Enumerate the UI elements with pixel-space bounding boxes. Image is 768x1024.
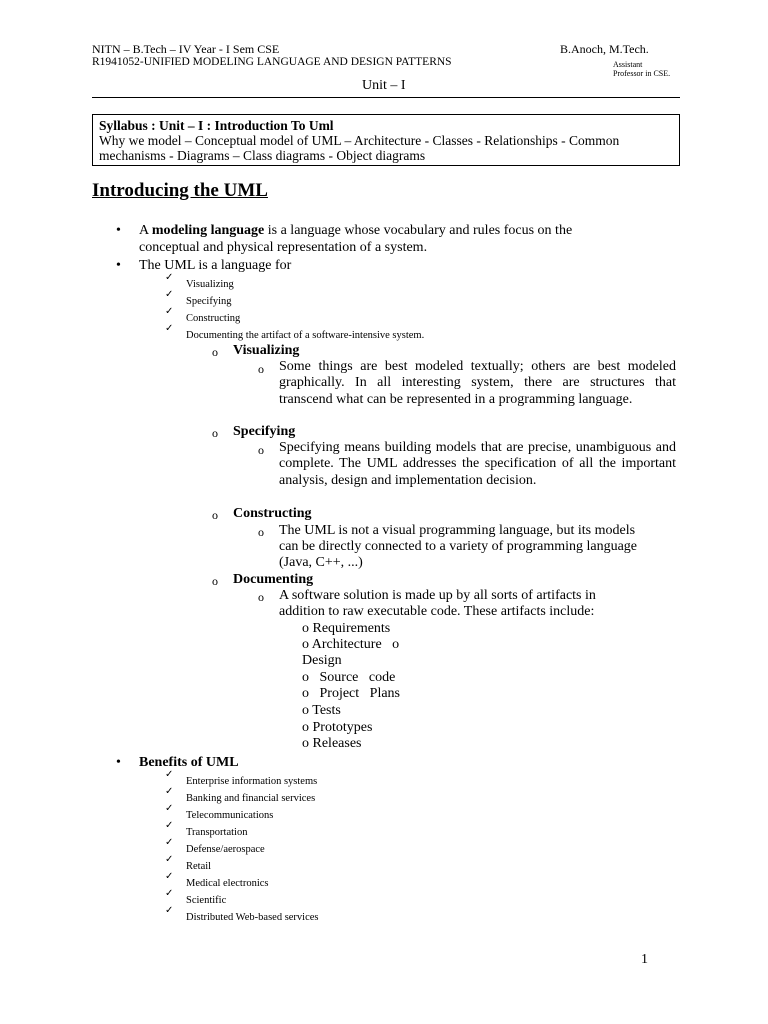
bullet-icon: • xyxy=(116,755,121,770)
artifact-item: o Tests xyxy=(302,703,341,718)
check-icon: ✓ xyxy=(165,323,174,334)
check-icon: ✓ xyxy=(165,905,174,916)
subsection-text: Some things are best modeled textually; others are best modeled graphically. In all interesting system, there are structures that transcend what can be represented in a programming language. xyxy=(279,359,676,407)
bullet2-text: The UML is a language for xyxy=(139,258,292,273)
subsection-title: Constructing xyxy=(233,506,312,521)
artifact-item: Design xyxy=(302,653,342,668)
subsection-text: The UML is not a visual programming language, but its models xyxy=(279,523,636,538)
check-icon: ✓ xyxy=(165,786,174,797)
subsection-text: can be directly connected to a variety of programming language xyxy=(279,539,638,554)
benefit-item: Transportation xyxy=(186,827,248,838)
circle-bullet-icon: o xyxy=(258,590,264,604)
artifact-item: o Requirements xyxy=(302,621,391,636)
artifact-item: o Prototypes xyxy=(302,720,373,735)
bullet-icon: • xyxy=(116,223,121,238)
benefit-item: Scientific xyxy=(186,895,227,906)
header-subject: R1941052-UNIFIED MODELING LANGUAGE AND DESIGN PATTERNS xyxy=(92,56,452,68)
check-icon: ✓ xyxy=(165,769,174,780)
bullet1-line1: A modeling language is a language whose vocabulary and rules focus on the xyxy=(139,223,573,238)
benefit-item: Retail xyxy=(186,861,212,872)
artifact-item: o Project Plans xyxy=(302,686,400,701)
subsection-text: A software solution is made up by all sorts of artifacts in xyxy=(279,588,596,603)
subsection-title: Visualizing xyxy=(233,343,300,358)
check-icon: ✓ xyxy=(165,854,174,865)
header-role-1: Assistant xyxy=(613,60,643,69)
subsection-text: Specifying means building models that are precise, unambiguous and complete. The UML addresses the specification of all the important analysis, design and implementation decision. xyxy=(279,440,676,488)
uml-purpose-item: Documenting the artifact of a software-intensive system. xyxy=(186,330,425,341)
subsection-title: Specifying xyxy=(233,424,296,439)
check-icon: ✓ xyxy=(165,837,174,848)
uml-purpose-item: Visualizing xyxy=(186,279,234,290)
benefit-item: Enterprise information systems xyxy=(186,776,318,787)
header-unit: Unit – I xyxy=(362,78,406,93)
check-icon: ✓ xyxy=(165,820,174,831)
header-author: B.Anoch, M.Tech. xyxy=(560,42,649,56)
benefit-item: Banking and financial services xyxy=(186,793,316,804)
check-icon: ✓ xyxy=(165,289,174,300)
subsection-text: addition to raw executable code. These artifacts include: xyxy=(279,604,595,619)
benefits-title: Benefits of UML xyxy=(139,755,239,770)
section-title: Introducing the UML xyxy=(92,180,268,201)
check-icon: ✓ xyxy=(165,871,174,882)
syllabus-heading: Syllabus : Unit – I : Introduction To Uml xyxy=(99,118,334,133)
uml-purpose-item: Constructing xyxy=(186,313,241,324)
artifact-item: o Releases xyxy=(302,736,362,751)
benefit-item: Medical electronics xyxy=(186,878,269,889)
subsection-text: (Java, C++, ...) xyxy=(279,555,363,570)
circle-bullet-icon: o xyxy=(212,508,218,522)
circle-bullet-icon: o xyxy=(212,345,218,359)
header-role-2: Professor in CSE. xyxy=(613,69,671,78)
uml-purpose-item: Specifying xyxy=(186,296,232,307)
header-course: NITN – B.Tech – IV Year - I Sem CSE xyxy=(92,42,280,56)
bullet-icon: • xyxy=(116,258,121,273)
circle-bullet-icon: o xyxy=(212,426,218,440)
bullet1-line2: conceptual and physical representation of a system. xyxy=(139,240,428,255)
benefit-item: Telecommunications xyxy=(186,810,274,821)
artifact-item: o Source code xyxy=(302,670,396,685)
circle-bullet-icon: o xyxy=(258,362,264,376)
benefit-item: Distributed Web-based services xyxy=(186,912,319,923)
page-number: 1 xyxy=(641,952,648,967)
check-icon: ✓ xyxy=(165,306,174,317)
header-rule xyxy=(92,97,680,98)
circle-bullet-icon: o xyxy=(212,574,218,588)
syllabus-box xyxy=(92,114,680,166)
check-icon: ✓ xyxy=(165,888,174,899)
syllabus-line-1: Why we model – Conceptual model of UML – Architecture - Classes - Relationships - Common xyxy=(99,133,620,148)
benefit-item: Defense/aerospace xyxy=(186,844,265,855)
subsection-title: Documenting xyxy=(233,572,314,587)
circle-bullet-icon: o xyxy=(258,443,264,457)
circle-bullet-icon: o xyxy=(258,525,264,539)
syllabus-line-2: mechanisms - Diagrams – Class diagrams - Object diagrams xyxy=(99,148,426,163)
check-icon: ✓ xyxy=(165,272,174,283)
check-icon: ✓ xyxy=(165,803,174,814)
artifact-item: o Architecture o xyxy=(302,637,400,652)
